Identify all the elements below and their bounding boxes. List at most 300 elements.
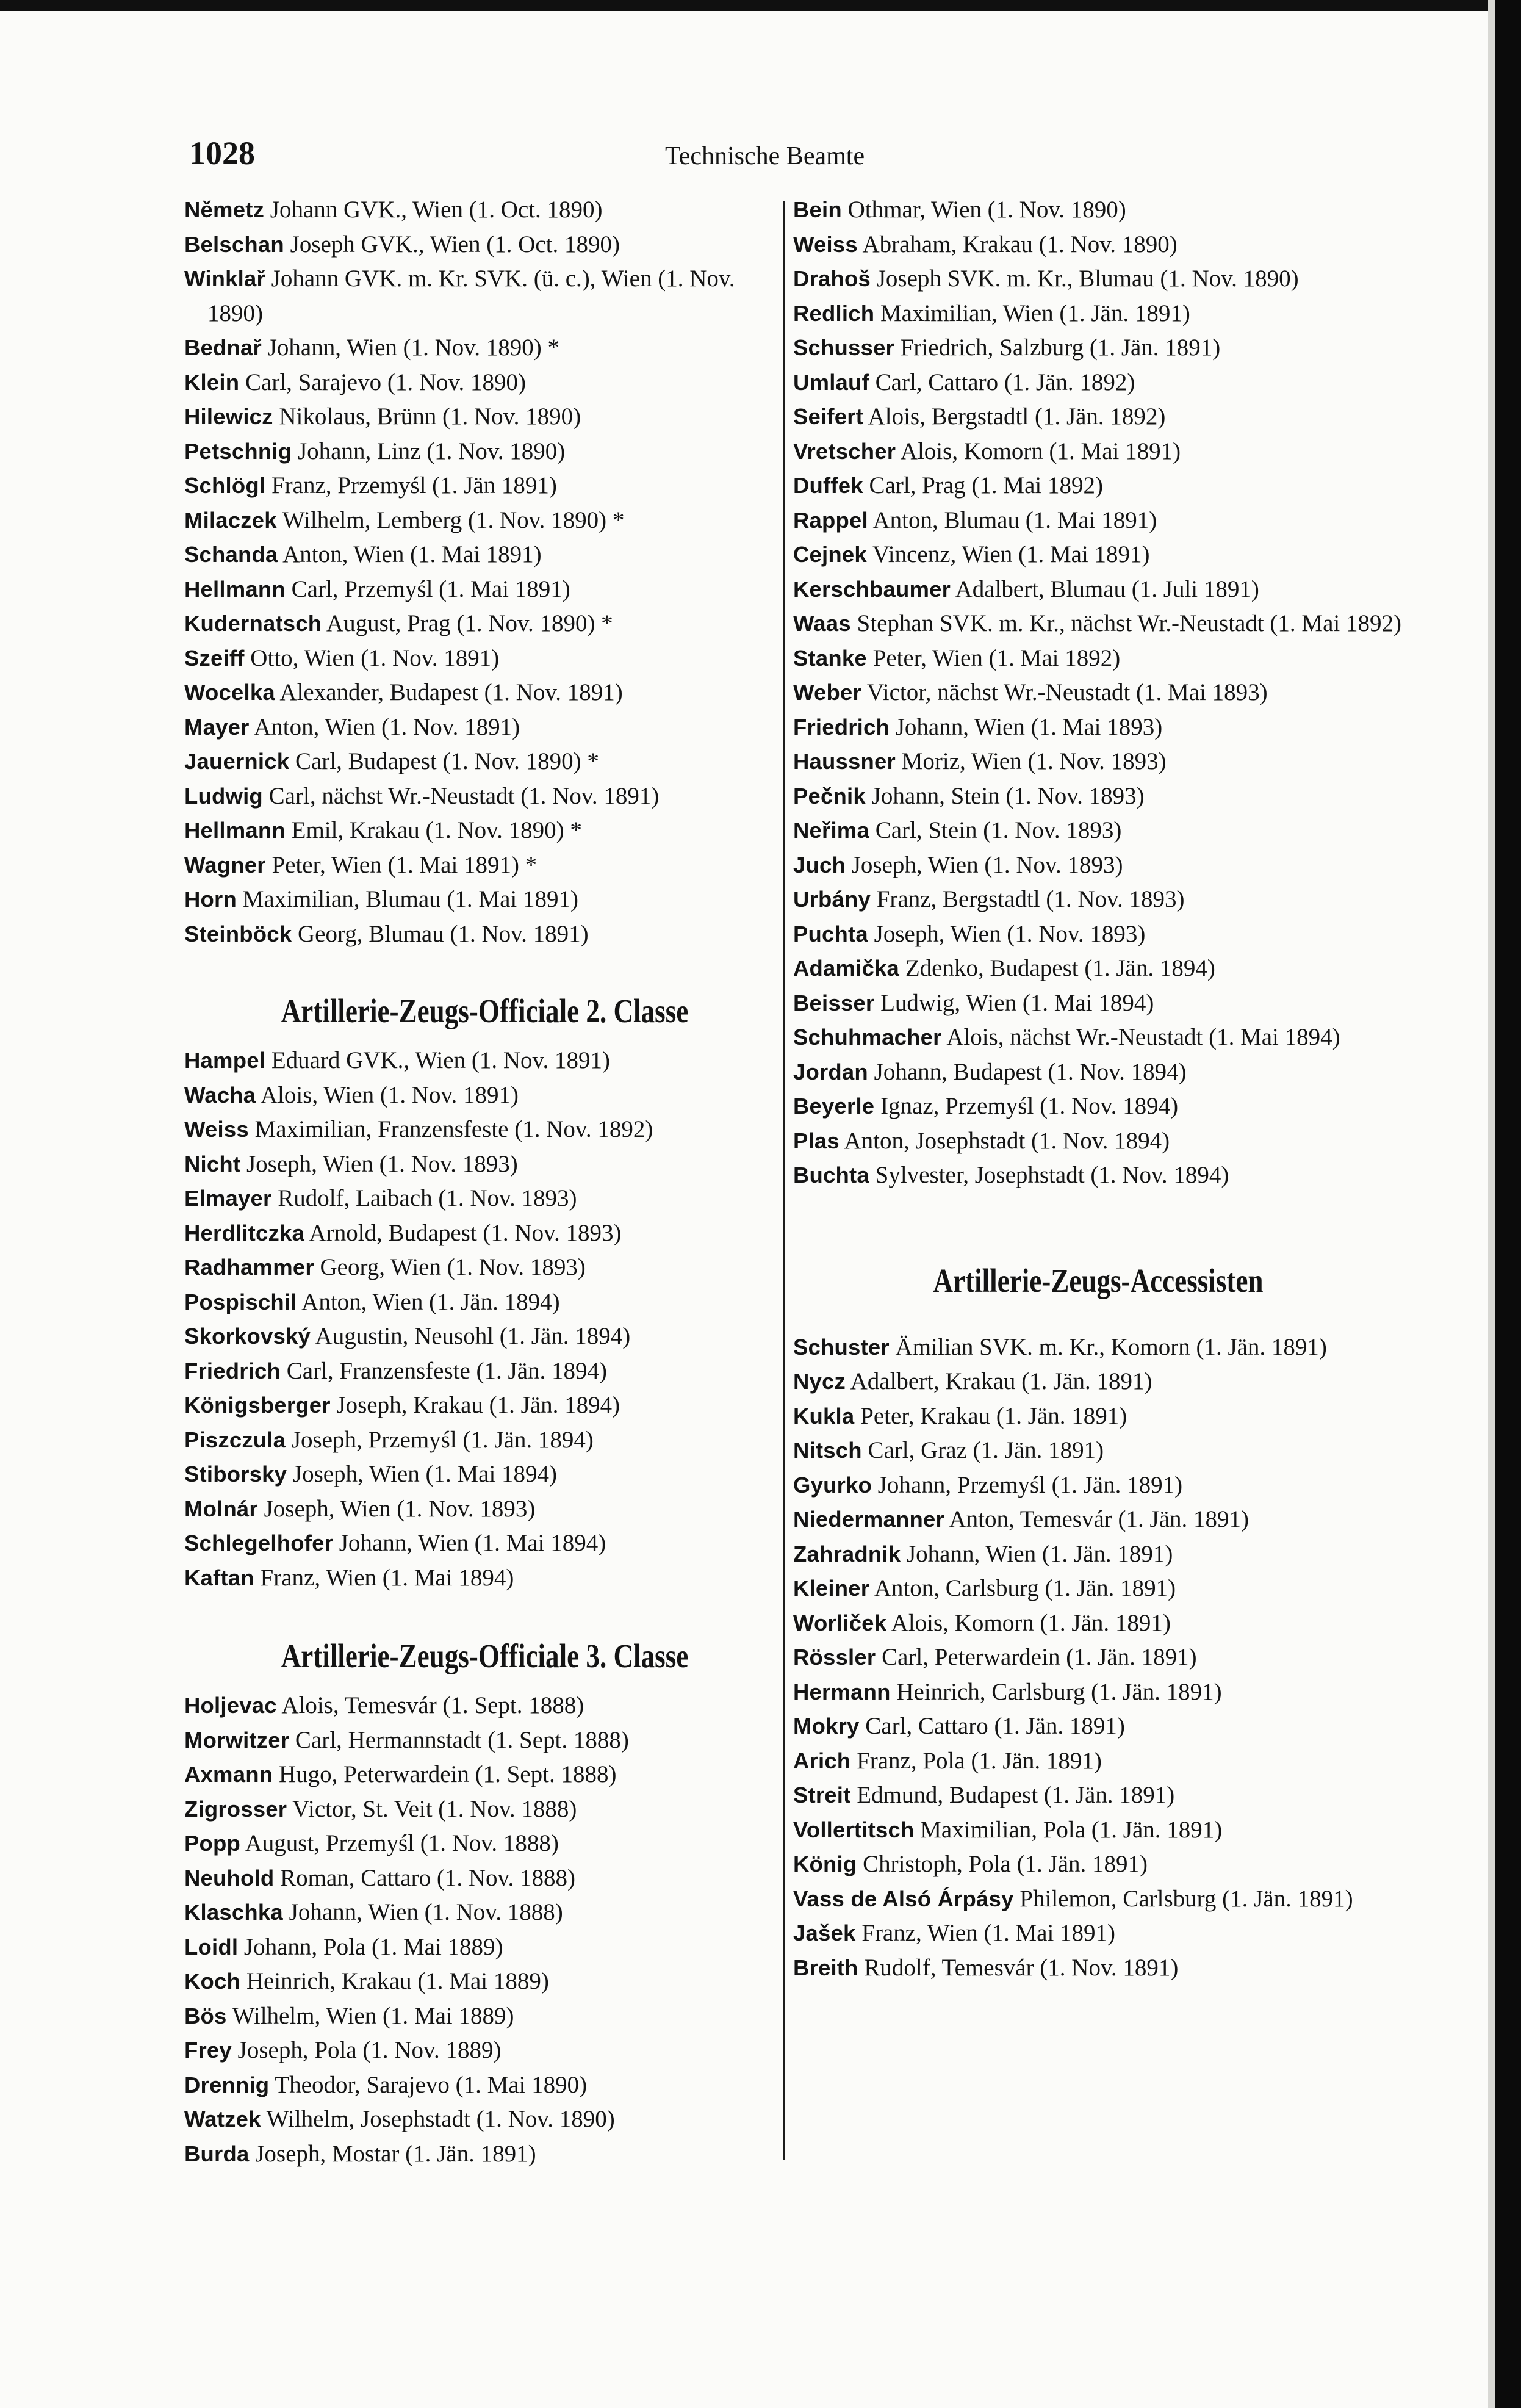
entry-surname: Nicht [184,1151,241,1177]
list-entry [793,193,1403,228]
list-entry [793,297,1403,331]
list-entry [184,1526,785,1561]
entry-surname: Němetz [184,197,265,222]
entry-details: Philemon, Carlsburg (1. Jän. 1891) [1013,1885,1353,1912]
entry-surname: Herdlitczka [184,1220,304,1245]
list-entry [184,1147,785,1182]
list-entry [793,1124,1403,1159]
entry-surname: Bednař [184,335,262,360]
list-entry [793,1468,1403,1503]
list-entry [793,744,1403,779]
list-entry [184,1492,785,1527]
entry-details: Alois, Bergstadtl (1. Jän. 1892) [863,403,1166,430]
list-entry [793,572,1403,607]
entry-surname: Plas [793,1128,840,1153]
entry-details: Carl, Graz (1. Jän. 1891) [861,1437,1104,1463]
list-entry [793,469,1403,503]
entry-surname: Skorkovský [184,1324,311,1349]
entry-details: Victor, nächst Wr.-Neustadt (1. Mai 1893) [861,679,1268,705]
entry-details: Anton, Temesvár (1. Jän. 1891) [944,1506,1249,1532]
list-entry [184,1250,785,1285]
entry-surname: Morwitzer [184,1727,290,1753]
entry-details: Johann, Wien (1. Nov. 1890) * [261,334,560,361]
list-entry [793,1778,1403,1813]
entry-details: Franz, Bergstadtl (1. Nov. 1893) [870,886,1185,912]
entry-details: Johann, Wien (1. Mai 1894) [333,1530,606,1556]
entry-details: Heinrich, Carlsburg (1. Jän. 1891) [890,1678,1222,1705]
entry-surname: Piszczula [184,1427,286,1452]
entry-surname: Puchta [793,921,868,946]
entry-surname: Kaftan [184,1565,254,1590]
list-entry [793,848,1403,883]
entry-surname: Stiborsky [184,1462,287,1487]
entry-surname: Mayer [184,714,250,740]
entry-details: Joseph, Wien (1. Nov. 1893) [868,920,1146,947]
entry-details: Joseph, Pola (1. Nov. 1889) [231,2037,502,2063]
list-entry [793,813,1403,848]
list-entry [184,710,785,745]
entry-surname: Kukla [793,1403,855,1429]
list-entry [793,917,1403,952]
list-entry [793,1847,1403,1882]
entry-details: Theodor, Sarajevo (1. Mai 1890) [269,2071,588,2098]
entry-surname: Redlich [793,300,875,326]
entry-surname: Ludwig [184,783,263,809]
list-entry [793,1537,1403,1572]
entry-surname: Breith [793,1955,858,1980]
list-entry [184,1457,785,1492]
list-entry [184,607,785,641]
entry-surname: Schlegelhofer [184,1530,333,1555]
entry-surname: Weiss [793,231,858,257]
scan-border-top [0,0,1521,11]
entry-details: Alois, Komorn (1. Jän. 1891) [886,1609,1171,1636]
entry-surname: König [793,1851,857,1876]
entry-details: Maximilian, Franzensfeste (1. Nov. 1892) [248,1116,653,1142]
entry-surname: Schuster [793,1334,890,1360]
running-title: Technische Beamte [665,142,865,170]
entry-surname: Winklař [184,266,265,291]
entry-details: Joseph, Mostar (1. Jän. 1891) [249,2140,536,2167]
entry-details: Joseph GVK., Wien (1. Oct. 1890) [284,231,620,258]
entry-details: Anton, Josephstadt (1. Nov. 1894) [839,1127,1170,1154]
page-number: 1028 [189,135,255,171]
entry-details: Peter, Wien (1. Mai 1891) * [265,851,538,878]
list-entry [184,331,785,366]
list-entry [184,2068,785,2103]
entry-surname: Schusser [793,335,894,360]
entry-surname: Kerschbaumer [793,576,951,602]
entry-surname: Buchta [793,1163,869,1188]
list-entry [184,813,785,848]
entry-surname: Wacha [184,1082,256,1108]
list-entry [184,2102,785,2137]
entry-surname: Neřima [793,818,869,843]
list-entry [793,503,1403,538]
entry-details: Joseph, Wien (1. Mai 1894) [287,1461,558,1487]
list-entry [793,1606,1403,1641]
entry-surname: Axmann [184,1762,273,1787]
entry-details: Anton, Wien (1. Jän. 1894) [297,1288,560,1315]
entry-details: Franz, Pola (1. Jän. 1891) [850,1747,1102,1774]
list-entry [184,1895,785,1930]
scan-edge-shadow [1488,0,1495,2408]
list-entry [184,1319,785,1354]
entry-surname: Drennig [184,2072,270,2097]
entry-details: Edmund, Budapest (1. Jän. 1891) [850,1782,1175,1808]
entry-details: Alois, nächst Wr.-Neustadt (1. Mai 1894) [941,1024,1340,1050]
entry-details: Othmar, Wien (1. Nov. 1890) [841,196,1126,223]
entry-details: Carl, Franzensfeste (1. Jän. 1894) [280,1357,607,1384]
list-entry [793,1330,1403,1365]
list-entry [184,572,785,607]
entry-details: Rudolf, Laibach (1. Nov. 1893) [271,1185,577,1211]
list-entry [184,1216,785,1251]
entry-details: Anton, Wien (1. Nov. 1891) [249,713,520,740]
entry-details: August, Przemyśl (1. Nov. 1888) [240,1830,559,1856]
list-entry [793,1502,1403,1537]
list-entry [184,193,785,228]
entry-details: Carl, nächst Wr.-Neustadt (1. Nov. 1891) [262,782,660,809]
entry-details: Augustin, Neusohl (1. Jän. 1894) [310,1323,631,1349]
entry-details: Johann GVK. m. Kr. SVK. (ü. c.), Wien (1. Nov. 1890) [207,265,735,326]
list-entry [793,1916,1403,1951]
list-entry [184,1112,785,1147]
list-entry [184,676,785,710]
entry-details: Johann, Wien (1. Mai 1893) [889,713,1163,740]
list-entry [793,1813,1403,1848]
entry-surname: Hermann [793,1679,891,1704]
list-entry [184,917,785,952]
officiale-2-list [184,1044,785,1595]
entry-surname: Popp [184,1831,241,1856]
list-entry [184,744,785,779]
entry-surname: Szeiff [184,645,245,671]
entry-surname: Cejnek [793,542,867,567]
list-entry [793,1951,1403,1986]
entry-details: Ämilian SVK. m. Kr., Komorn (1. Jän. 1891) [889,1333,1327,1360]
entry-surname: Elmayer [184,1186,272,1211]
entry-surname: Frey [184,2038,232,2063]
list-entry [793,1089,1403,1124]
entry-surname: Drahoš [793,266,871,291]
list-entry [184,503,785,538]
entry-surname: Milaczek [184,507,277,533]
list-entry [793,986,1403,1021]
entry-details: Joseph, Wien (1. Nov. 1893) [846,851,1123,878]
entry-surname: Pečnik [793,783,866,809]
list-entry [793,676,1403,710]
list-entry [184,228,785,262]
entry-details: Arnold, Budapest (1. Nov. 1893) [304,1219,622,1246]
entry-details: Rudolf, Temesvár (1. Nov. 1891) [858,1954,1179,1981]
entry-details: Adalbert, Krakau (1. Jän. 1891) [846,1368,1152,1394]
entry-details: Nikolaus, Brünn (1. Nov. 1890) [273,403,581,430]
list-entry [793,366,1403,400]
entry-surname: Pospischil [184,1289,297,1314]
entry-details: Adalbert, Blumau (1. Juli 1891) [951,575,1259,602]
entry-details: Roman, Cattaro (1. Nov. 1888) [274,1864,575,1891]
entry-details: Joseph, Przemyśl (1. Jän. 1894) [286,1426,594,1453]
entry-surname: Vretscher [793,438,896,464]
list-entry [184,1757,785,1792]
entry-surname: Bös [184,2003,227,2028]
list-entry [184,641,785,676]
entry-surname: Streit [793,1783,851,1808]
entry-surname: Horn [184,887,237,912]
left-column [184,193,785,2171]
list-entry [184,1354,785,1389]
list-entry [793,710,1403,745]
list-entry [793,882,1403,917]
entry-details: Carl, Peterwardein (1. Jän. 1891) [876,1644,1197,1670]
list-entry [184,2137,785,2172]
officiale-3-list [184,1689,785,2171]
entry-surname: Mokry [793,1714,860,1739]
entry-surname: Worliček [793,1610,887,1635]
entry-details: Carl, Stein (1. Nov. 1893) [869,817,1122,843]
list-entry [793,1675,1403,1710]
entry-details: Ludwig, Wien (1. Mai 1894) [874,989,1154,1016]
entry-details: Joseph, Wien (1. Nov. 1893) [257,1495,536,1522]
list-entry [184,1723,785,1758]
entry-surname: Weiss [184,1117,249,1142]
list-entry [793,400,1403,434]
entry-details: Stephan SVK. m. Kr., nächst Wr.-Neustadt (1. Mai 1892) [850,610,1401,636]
entry-surname: Weber [793,680,861,705]
entry-details: Anton, Carlsburg (1. Jän. 1891) [869,1575,1176,1601]
entry-surname: Kudernatsch [184,611,322,636]
right-intro-list [793,193,1403,1193]
list-entry [793,641,1403,676]
entry-details: Carl, Sarajevo (1. Nov. 1890) [239,369,526,395]
entry-surname: Schlögl [184,473,266,498]
list-entry [793,1020,1403,1055]
entry-details: Sylvester, Josephstadt (1. Nov. 1894) [869,1162,1229,1188]
entry-surname: Rappel [793,507,868,533]
entry-details: Zdenko, Budapest (1. Jän. 1894) [899,955,1215,981]
entry-surname: Nitsch [793,1438,862,1463]
entry-details: Johann, Przemyśl (1. Jän. 1891) [872,1471,1183,1498]
entry-surname: Petschnig [184,438,292,464]
entry-surname: Koch [184,1969,241,1994]
list-entry [793,1364,1403,1399]
entry-surname: Arich [793,1748,851,1773]
entry-details: Victor, St. Veit (1. Nov. 1888) [287,1795,577,1822]
list-entry [793,779,1403,814]
list-entry [793,1709,1403,1744]
entry-details: Carl, Cattaro (1. Jän. 1892) [869,369,1135,395]
entry-details: Carl, Przemyśl (1. Mai 1891) [285,575,570,602]
list-entry [184,1964,785,1999]
entry-details: Georg, Blumau (1. Nov. 1891) [292,920,589,947]
accessisten-list [793,1330,1403,1986]
entry-surname: Klaschka [184,1900,283,1925]
entry-details: Georg, Wien (1. Nov. 1893) [314,1254,586,1280]
list-entry [793,1744,1403,1779]
list-entry [793,1158,1403,1193]
entry-surname: Stanke [793,645,867,671]
list-entry [184,366,785,400]
entry-surname: Loidl [184,1934,239,1959]
list-entry [184,848,785,883]
entry-surname: Zigrosser [184,1796,287,1822]
list-entry [793,1433,1403,1468]
entry-surname: Schanda [184,542,278,567]
entry-details: Carl, Prag (1. Mai 1892) [863,472,1103,499]
entry-surname: Jauernick [184,749,290,774]
entry-surname: Vollertitsch [793,1817,915,1842]
entry-surname: Hellmann [184,576,286,602]
entry-surname: Rössler [793,1645,876,1670]
entry-surname: Steinböck [184,921,292,946]
entry-details: Carl, Hermannstadt (1. Sept. 1888) [289,1726,629,1753]
list-entry [184,434,785,469]
list-entry [184,262,785,331]
entry-surname: Friedrich [184,1358,281,1383]
entry-surname: Zahradnik [793,1541,901,1566]
entry-details: Alois, Wien (1. Nov. 1891) [256,1081,519,1108]
entry-details: Maximilian, Pola (1. Jän. 1891) [914,1816,1223,1843]
scan-border-right [1495,0,1521,2408]
list-entry [184,538,785,572]
list-entry [184,2033,785,2068]
list-entry [184,1285,785,1320]
page-header [183,128,1397,183]
entry-details: Alois, Komorn (1. Mai 1891) [896,438,1181,464]
entry-surname: Seifert [793,404,863,429]
list-entry [184,1561,785,1596]
list-entry [793,1571,1403,1606]
entry-surname: Haussner [793,749,896,774]
entry-details: Vincenz, Wien (1. Mai 1891) [866,541,1150,568]
list-entry [184,1861,785,1896]
entry-details: Alois, Temesvár (1. Sept. 1888) [276,1692,584,1718]
entry-surname: Vass de Alsó Árpásy [793,1886,1014,1911]
entry-details: Franz, Wien (1. Mai 1894) [254,1564,514,1591]
list-entry [793,228,1403,262]
entry-details: Johann, Wien (1. Nov. 1888) [282,1899,563,1925]
list-entry [184,1792,785,1827]
list-entry [184,469,785,503]
list-entry [793,262,1403,297]
list-entry [184,1078,785,1113]
entry-details: Christoph, Pola (1. Jän. 1891) [857,1851,1148,1877]
entry-surname: Beisser [793,990,875,1015]
list-entry [184,1826,785,1861]
entry-surname: Bein [793,197,842,222]
entry-details: Otto, Wien (1. Nov. 1891) [244,644,500,671]
entry-details: Joseph, Krakau (1. Jän. 1894) [330,1392,620,1418]
entry-details: Carl, Cattaro (1. Jän. 1891) [859,1713,1125,1739]
entry-details: Anton, Wien (1. Mai 1891) [278,541,542,568]
section-title-officiale-2: Artillerie-Zeugs-Officiale 2. Classe [281,992,689,1029]
list-entry [184,1689,785,1723]
entry-details: Maximilian, Wien (1. Jän. 1891) [874,300,1190,326]
entry-details: Johann, Linz (1. Nov. 1890) [292,438,566,464]
entry-details: Abraham, Krakau (1. Nov. 1890) [857,231,1178,258]
entry-surname: Kleiner [793,1576,870,1601]
entry-details: Wilhelm, Josephstadt (1. Nov. 1890) [261,2106,615,2132]
list-entry [793,538,1403,572]
entry-details: Johann, Wien (1. Jän. 1891) [901,1540,1173,1567]
entry-details: Peter, Krakau (1. Jän. 1891) [854,1402,1127,1429]
entry-details: Joseph SVK. m. Kr., Blumau (1. Nov. 1890) [870,265,1299,292]
entry-surname: Holjevac [184,1693,277,1718]
entry-details: Carl, Budapest (1. Nov. 1890) * [289,748,599,774]
list-entry [793,434,1403,469]
entry-details: Alexander, Budapest (1. Nov. 1891) [275,679,623,705]
list-entry [184,779,785,814]
list-entry [793,331,1403,366]
list-entry [184,1423,785,1458]
entry-surname: Radhammer [184,1255,314,1280]
entry-details: Wilhelm, Lemberg (1. Nov. 1890) * [276,506,625,533]
entry-surname: Friedrich [793,714,890,740]
list-entry [793,1055,1403,1090]
entry-surname: Molnár [184,1496,258,1521]
entry-surname: Duffek [793,473,863,498]
list-entry [184,1181,785,1216]
entry-details: Eduard GVK., Wien (1. Nov. 1891) [265,1047,610,1073]
section-title-officiale-3: Artillerie-Zeugs-Officiale 3. Classe [281,1637,689,1674]
entry-surname: Hilewicz [184,404,273,429]
list-entry [184,1388,785,1423]
entry-details: Wilhelm, Wien (1. Mai 1889) [226,2002,514,2029]
right-column [793,193,1403,1985]
list-entry [793,1640,1403,1675]
entry-details: Moriz, Wien (1. Nov. 1893) [895,748,1167,774]
entry-details: Hugo, Peterwardein (1. Sept. 1888) [273,1761,617,1787]
entry-surname: Jašek [793,1920,856,1945]
entry-details: Peter, Wien (1. Mai 1892) [866,644,1121,671]
list-entry [184,882,785,917]
entry-surname: Wagner [184,852,266,878]
entry-details: August, Prag (1. Nov. 1890) * [322,610,613,636]
entry-details: Franz, Wien (1. Mai 1891) [855,1920,1116,1946]
entry-details: Joseph, Wien (1. Nov. 1893) [240,1150,518,1177]
entry-details: Ignaz, Przemyśl (1. Nov. 1894) [874,1093,1179,1119]
entry-surname: Klein [184,369,240,395]
entry-surname: Beyerle [793,1094,875,1119]
list-entry [793,607,1403,641]
entry-surname: Hellmann [184,818,286,843]
entry-surname: Wocelka [184,680,275,705]
list-entry [793,951,1403,986]
list-entry [793,1399,1403,1434]
entry-details: Anton, Blumau (1. Mai 1891) [868,506,1157,533]
entry-details: Johann, Pola (1. Mai 1889) [238,1933,503,1960]
entry-surname: Waas [793,611,851,636]
list-entry [184,400,785,434]
entry-details: Franz, Przemyśl (1. Jän 1891) [265,472,557,499]
entry-surname: Niedermanner [793,1507,944,1532]
entry-surname: Jordan [793,1059,868,1084]
entry-surname: Königsberger [184,1393,331,1418]
entry-details: Maximilian, Blumau (1. Mai 1891) [236,886,578,912]
entry-surname: Nycz [793,1369,846,1394]
entry-surname: Adamička [793,956,900,981]
entry-surname: Umlauf [793,369,869,395]
entry-surname: Burda [184,2141,250,2166]
entry-details: Johann, Budapest (1. Nov. 1894) [868,1058,1187,1085]
entry-details: Johann, Stein (1. Nov. 1893) [865,782,1145,809]
entry-details: Emil, Krakau (1. Nov. 1890) * [285,817,582,843]
entry-surname: Urbány [793,887,871,912]
list-entry [793,1882,1403,1917]
entry-details: Heinrich, Krakau (1. Mai 1889) [240,1968,549,1994]
list-entry [184,1044,785,1078]
